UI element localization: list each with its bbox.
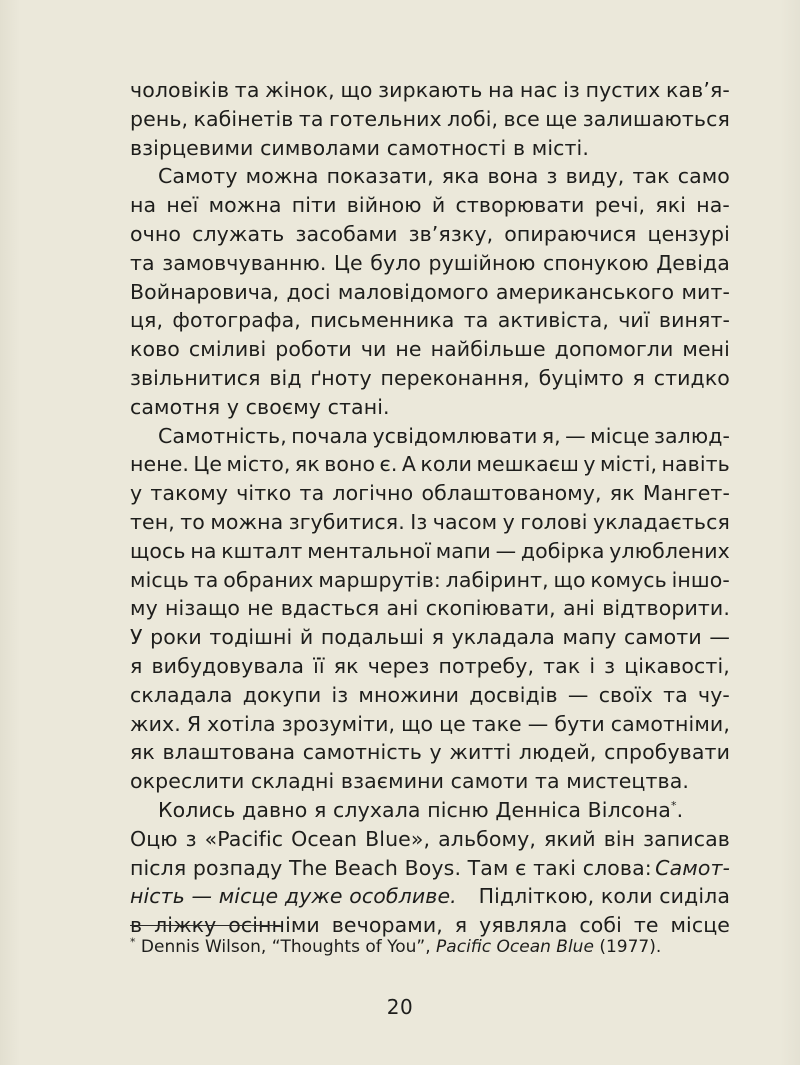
word: лобі, xyxy=(447,106,499,131)
word: виду, xyxy=(565,164,625,189)
word: — xyxy=(527,711,549,736)
word: допомогли xyxy=(554,337,674,362)
word: так xyxy=(543,653,581,678)
text-line xyxy=(130,450,730,479)
word: я xyxy=(454,913,468,938)
word: самотніми, xyxy=(610,711,730,736)
word: маршрутів: xyxy=(318,567,441,592)
word: записав xyxy=(643,826,730,851)
word: та xyxy=(193,567,219,592)
word: укладала xyxy=(451,625,555,650)
word: і xyxy=(589,653,596,678)
word: Войнаровича, xyxy=(130,279,280,304)
word: спонукою xyxy=(542,250,649,275)
word: тен, xyxy=(130,509,175,534)
word: я xyxy=(632,365,645,390)
word: не xyxy=(247,596,274,621)
word: влаштована xyxy=(162,740,296,765)
word: та xyxy=(130,250,155,275)
word: цензурі xyxy=(647,221,730,246)
text-line: Колись давно я слухала пісню Денніса Вілсона*. xyxy=(158,797,684,822)
text-line: взірцевими символами самотності в місті. xyxy=(130,135,589,160)
word: хотіла xyxy=(207,711,276,736)
word: відтворити. xyxy=(602,596,730,621)
text-line xyxy=(130,249,730,278)
word: Самоту xyxy=(158,164,238,189)
word: обраних xyxy=(223,567,314,592)
word: місць xyxy=(130,567,189,592)
word: А xyxy=(401,452,416,477)
word: цікавості, xyxy=(624,653,730,678)
word: у xyxy=(130,481,143,506)
word: фотографа, xyxy=(172,308,301,333)
word: тодішні xyxy=(209,625,293,650)
word: коли xyxy=(420,452,473,477)
word: й xyxy=(431,193,446,218)
word: спробувати xyxy=(604,740,730,765)
word: рень, xyxy=(130,106,189,131)
word: укладається xyxy=(592,509,730,534)
word: місце xyxy=(670,913,730,938)
word: яка xyxy=(441,164,480,189)
word: показати, xyxy=(326,164,434,189)
word: улюблених xyxy=(609,538,730,563)
text-line xyxy=(130,306,730,335)
word: мешкаєш xyxy=(476,452,579,477)
word: чи xyxy=(360,337,387,362)
text-run: Підліткою, коли сиділа xyxy=(478,884,730,909)
word: на xyxy=(130,193,157,218)
word: жінок, xyxy=(265,78,335,102)
word: часом xyxy=(432,509,498,534)
footnote-text: Dennis Wilson, “Thoughts of You”, xyxy=(135,937,437,957)
word: очно xyxy=(130,221,181,246)
word: то xyxy=(180,509,205,534)
word: та xyxy=(663,682,688,707)
word: на xyxy=(190,538,217,563)
word: маловідомого xyxy=(337,279,489,304)
word: переконання, xyxy=(380,365,530,390)
text-line xyxy=(130,479,730,508)
word: альбому, xyxy=(438,826,536,851)
word: місто, xyxy=(226,452,291,477)
footnote-divider xyxy=(130,925,280,926)
word: як xyxy=(294,452,320,477)
word: своїх xyxy=(598,682,653,707)
word: можна xyxy=(245,164,319,189)
word: американського xyxy=(495,279,675,304)
word: подальші xyxy=(320,625,424,650)
word: множини xyxy=(358,682,460,707)
word: як xyxy=(609,481,635,506)
word: можна xyxy=(210,509,284,534)
word: собі xyxy=(579,913,622,938)
word: Самотність, xyxy=(158,423,287,448)
word: уявляла xyxy=(479,913,568,938)
word: — xyxy=(565,423,586,448)
page-number: 20 xyxy=(386,995,414,1019)
word: ця, xyxy=(130,308,164,333)
word: Оцю xyxy=(130,826,178,851)
word: опираючися xyxy=(504,221,637,246)
text-line xyxy=(130,738,730,767)
word: у xyxy=(429,740,442,765)
word: «Pacific xyxy=(204,826,284,851)
word: скопіювати, xyxy=(425,596,556,621)
word: щось xyxy=(130,538,186,563)
word: залюд- xyxy=(654,423,730,448)
word: зиркають xyxy=(378,78,483,102)
word: осінніми xyxy=(228,913,320,938)
word: вечорами, xyxy=(331,913,443,938)
word: та xyxy=(299,481,325,506)
text-line xyxy=(130,162,730,191)
text-line xyxy=(130,854,730,883)
word: піти xyxy=(291,193,337,218)
word: та xyxy=(463,308,489,333)
word: У xyxy=(130,625,143,650)
text-line: окреслити складні взаємини самоти та мистецтва. xyxy=(130,769,689,794)
word: навіть xyxy=(661,452,730,477)
word: в xyxy=(130,913,143,938)
word: Це xyxy=(193,452,223,477)
word: письменника xyxy=(310,308,455,333)
word: вдасться xyxy=(280,596,380,621)
word: ґноту xyxy=(310,365,372,390)
text-line xyxy=(130,335,730,364)
word: все xyxy=(503,106,540,131)
word: що xyxy=(401,711,434,736)
word: Девіда xyxy=(656,250,730,275)
word: людей, xyxy=(518,740,597,765)
word: те xyxy=(633,913,659,938)
word: рушійною xyxy=(428,250,536,275)
word: іншо- xyxy=(671,567,730,592)
word: з xyxy=(546,164,558,189)
word: у xyxy=(502,509,515,534)
word: на- xyxy=(696,193,730,218)
text-line xyxy=(130,422,730,451)
text-line xyxy=(130,191,730,220)
word: та xyxy=(298,106,324,131)
word: кшталт xyxy=(221,538,303,563)
footnote xyxy=(130,935,730,959)
word: самоти xyxy=(624,625,702,650)
word: із xyxy=(331,682,349,707)
text-line xyxy=(130,508,730,537)
word: нізащо xyxy=(165,596,241,621)
word: логічно xyxy=(332,481,414,506)
word: усвідомлювати xyxy=(372,423,538,448)
word: комусь xyxy=(590,567,667,592)
text-line xyxy=(130,220,730,249)
word: Я xyxy=(186,711,202,736)
word: складала xyxy=(130,682,233,707)
word: Із xyxy=(410,509,428,534)
word: та xyxy=(234,78,260,102)
word: було xyxy=(370,250,422,275)
text-line xyxy=(130,882,730,911)
word: роботи xyxy=(275,337,352,362)
word: на xyxy=(488,78,515,102)
word: кабінетів xyxy=(193,106,294,131)
word: мапи xyxy=(435,538,491,563)
word: мапу xyxy=(562,625,617,650)
word: ліжку xyxy=(154,913,217,938)
word: чітко xyxy=(236,481,292,506)
word: досвідів xyxy=(469,682,558,707)
word: війною xyxy=(346,193,422,218)
word: це xyxy=(439,711,466,736)
word: житті xyxy=(449,740,512,765)
word: що xyxy=(340,78,373,102)
word: докупи xyxy=(242,682,322,707)
word: можна xyxy=(208,193,282,218)
word: найбільше xyxy=(430,337,546,362)
word: самотність xyxy=(302,740,422,765)
word: досі xyxy=(286,279,331,304)
text-line xyxy=(130,652,730,681)
text-line xyxy=(130,76,730,105)
word: мит- xyxy=(681,279,730,304)
word: Ocean xyxy=(291,826,358,851)
footnote-marker: * xyxy=(130,935,136,949)
word: ково xyxy=(130,337,180,362)
word: активіста, xyxy=(497,308,609,333)
word: воно xyxy=(324,452,376,477)
word: пустих xyxy=(585,78,661,102)
word: місті, xyxy=(599,452,658,477)
word: почала xyxy=(291,423,369,448)
text-run: після розпаду The Beach Boys. Там є такі слова: xyxy=(130,855,652,880)
word: створювати xyxy=(455,193,585,218)
word: я xyxy=(130,653,143,678)
word: так xyxy=(632,164,670,189)
word: які xyxy=(655,193,687,218)
word: з xyxy=(185,826,197,851)
text-line xyxy=(130,825,730,854)
word: кав’я- xyxy=(666,78,730,102)
word: — xyxy=(495,538,517,563)
word: облаштованому, xyxy=(421,481,602,506)
word: речі, xyxy=(594,193,646,218)
text-line xyxy=(130,594,730,623)
word: замовчуванню. xyxy=(162,250,327,275)
word: стидко xyxy=(653,365,730,390)
word: мені xyxy=(682,337,730,362)
word: — xyxy=(709,625,730,650)
word: вибудовувала xyxy=(151,653,305,678)
word: — xyxy=(567,682,589,707)
text-line xyxy=(130,566,730,595)
text-line xyxy=(130,105,730,134)
text-line: самотня у своєму стані. xyxy=(130,394,390,419)
word: й xyxy=(299,625,314,650)
word: її xyxy=(313,653,325,678)
word: потребу, xyxy=(438,653,535,678)
word: що xyxy=(553,567,586,592)
word: Це xyxy=(334,250,363,275)
word: ані xyxy=(386,596,419,621)
word: як xyxy=(333,653,359,678)
body-text xyxy=(130,76,730,940)
word: з xyxy=(604,653,616,678)
word: таке xyxy=(471,711,522,736)
word: від xyxy=(269,365,302,390)
word: чоловіків xyxy=(130,78,230,102)
word: му xyxy=(130,596,158,621)
word: я, xyxy=(541,423,561,448)
word: само xyxy=(677,164,730,189)
word: є. xyxy=(379,452,398,477)
footnote-marker: * xyxy=(670,799,677,813)
word: добірка xyxy=(520,538,605,563)
word: у xyxy=(583,452,596,477)
word: звільнитися xyxy=(130,365,261,390)
text-line xyxy=(130,537,730,566)
word: служать xyxy=(192,221,285,246)
text-line xyxy=(130,623,730,652)
text-line xyxy=(130,710,730,739)
word: винят- xyxy=(658,308,730,333)
word: через xyxy=(367,653,430,678)
word: він xyxy=(603,826,636,851)
word: нас xyxy=(519,78,558,102)
text-run: Колись давно я слухала пісню Денніса Вілсона xyxy=(158,797,671,822)
word: сміливі xyxy=(188,337,267,362)
word: голові xyxy=(520,509,588,534)
word: буцімто xyxy=(538,365,624,390)
text-line xyxy=(130,681,730,710)
word: Мангет- xyxy=(642,481,730,506)
word: залишаються xyxy=(582,106,730,131)
word: як xyxy=(130,740,155,765)
word: бути xyxy=(554,711,605,736)
word: лабіринт, xyxy=(445,567,549,592)
word: нене. xyxy=(130,452,190,477)
word: неї xyxy=(166,193,199,218)
word: засобами xyxy=(295,221,398,246)
word: я xyxy=(431,625,444,650)
word: жих. xyxy=(130,711,181,736)
text-line xyxy=(130,278,730,307)
italic-text: ність — місце дуже особливе. xyxy=(130,884,457,909)
word: ментальної xyxy=(307,538,431,563)
word: ще xyxy=(545,106,578,131)
word: зрозуміти, xyxy=(281,711,396,736)
word: чу- xyxy=(697,682,730,707)
word: який xyxy=(543,826,596,851)
word: ані xyxy=(563,596,595,621)
word: згубитися. xyxy=(288,509,405,534)
footnote-year: (1977). xyxy=(593,937,662,957)
word: вона xyxy=(487,164,539,189)
text-line xyxy=(130,364,730,393)
word: із xyxy=(563,78,580,102)
word: роки xyxy=(150,625,202,650)
word: зв’язку, xyxy=(408,221,494,246)
word: Blue», xyxy=(365,826,431,851)
word: такому xyxy=(150,481,229,506)
word: чиї xyxy=(618,308,650,333)
word: не xyxy=(395,337,422,362)
footnote-album-title: Pacific Ocean Blue xyxy=(436,937,594,957)
word: місце xyxy=(590,423,650,448)
italic-text: Самот- xyxy=(655,855,730,880)
word: готельних xyxy=(328,106,442,131)
